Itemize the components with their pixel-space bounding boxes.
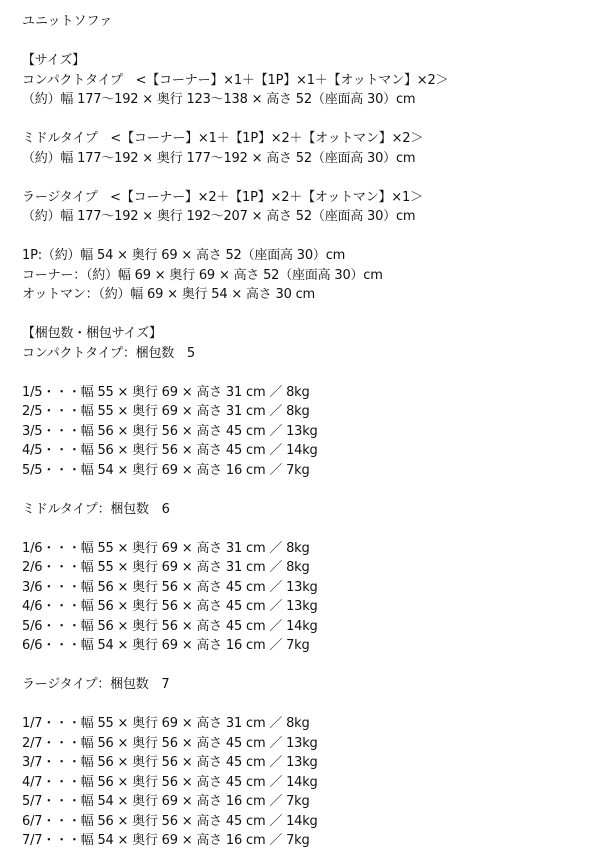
middle-package-item: 2/6・・・幅 55 × 奥行 69 × 高さ 31 cm ／ 8kg	[22, 560, 310, 575]
middle-package-item: 4/6・・・幅 56 × 奥行 56 × 高さ 45 cm ／ 13kg	[22, 599, 318, 614]
large-package-item: 3/7・・・幅 56 × 奥行 56 × 高さ 45 cm ／ 13kg	[22, 755, 318, 770]
spacer	[22, 519, 592, 539]
compact-package-item: 4/5・・・幅 56 × 奥行 56 × 高さ 45 cm ／ 14kg	[22, 443, 318, 458]
compact-package-item: 1/5・・・幅 55 × 奥行 69 × 高さ 31 cm ／ 8kg	[22, 384, 310, 400]
middle-package-item: 3/6・・・幅 56 × 奥行 56 × 高さ 45 cm ／ 13kg	[22, 579, 318, 595]
middle-type-dims: （約）幅 177〜192 × 奥行 177〜192 × 高さ 52（座面高 30）cm	[22, 150, 416, 166]
compact-package-label: コンパクトタイプ：梱包数 5	[22, 345, 195, 361]
spacer	[22, 305, 592, 325]
middle-package-item: 5/6・・・幅 56 × 奥行 56 × 高さ 45 cm ／ 14kg	[22, 618, 318, 634]
large-package-label: ラージタイプ：梱包数 7	[22, 677, 170, 692]
spacer	[22, 110, 592, 130]
middle-package-item: 1/6・・・幅 55 × 奥行 69 × 高さ 31 cm ／ 8kg	[22, 540, 310, 556]
spacer	[22, 363, 592, 383]
large-type-dims: （約）幅 177〜192 × 奥行 192〜207 × 高さ 52（座面高 30）cm	[22, 209, 416, 224]
large-package-item: 4/7・・・幅 56 × 奥行 56 × 高さ 45 cm ／ 14kg	[22, 774, 318, 790]
compact-package-item: 5/5・・・幅 54 × 奥行 69 × 高さ 16 cm ／ 7kg	[22, 462, 310, 478]
large-package-item: 2/7・・・幅 56 × 奥行 56 × 高さ 45 cm ／ 13kg	[22, 735, 318, 751]
part-1p-dims: 1P:（約）幅 54 × 奥行 69 × 高さ 52（座面高 30）cm	[22, 248, 346, 263]
spec-document	[22, 12, 592, 851]
spacer	[22, 695, 592, 715]
compact-type-name: コンパクトタイプ <【コーナー】×1＋【1P】×1＋【オットマン】×2＞	[22, 72, 449, 88]
spacer	[22, 227, 592, 247]
package-heading: 【梱包数・梱包サイズ】	[22, 326, 162, 341]
large-package-item: 5/7・・・幅 54 × 奥行 69 × 高さ 16 cm ／ 7kg	[22, 794, 310, 809]
part-ottoman-dims: オットマン：（約）幅 69 × 奥行 54 × 高さ 30 cm	[22, 287, 315, 302]
spacer	[22, 480, 592, 500]
spacer	[22, 656, 592, 676]
compact-package-item: 3/5・・・幅 56 × 奥行 56 × 高さ 45 cm ／ 13kg	[22, 423, 318, 439]
part-corner-dims: コーナー：（約）幅 69 × 奥行 69 × 高さ 52（座面高 30）cm	[22, 267, 383, 283]
large-package-item: 1/7・・・幅 55 × 奥行 69 × 高さ 31 cm ／ 8kg	[22, 716, 310, 731]
middle-type-name: ミドルタイプ <【コーナー】×1＋【1P】×2＋【オットマン】×2＞	[22, 131, 424, 146]
middle-package-label: ミドルタイプ：梱包数 6	[22, 501, 170, 517]
compact-package-item: 2/5・・・幅 55 × 奥行 69 × 高さ 31 cm ／ 8kg	[22, 404, 310, 419]
page-title: ユニットソファ	[22, 14, 113, 29]
large-package-item: 7/7・・・幅 54 × 奥行 69 × 高さ 16 cm ／ 7kg	[22, 833, 310, 848]
spacer	[22, 32, 592, 52]
middle-package-item: 6/6・・・幅 54 × 奥行 69 × 高さ 16 cm ／ 7kg	[22, 638, 310, 653]
large-type-name: ラージタイプ <【コーナー】×2＋【1P】×2＋【オットマン】×1＞	[22, 189, 423, 205]
large-package-item: 6/7・・・幅 56 × 奥行 56 × 高さ 45 cm ／ 14kg	[22, 813, 318, 829]
spacer	[22, 168, 592, 188]
compact-type-dims: （約）幅 177〜192 × 奥行 123〜138 × 高さ 52（座面高 30）cm	[22, 92, 416, 107]
size-heading: 【サイズ】	[22, 53, 85, 68]
